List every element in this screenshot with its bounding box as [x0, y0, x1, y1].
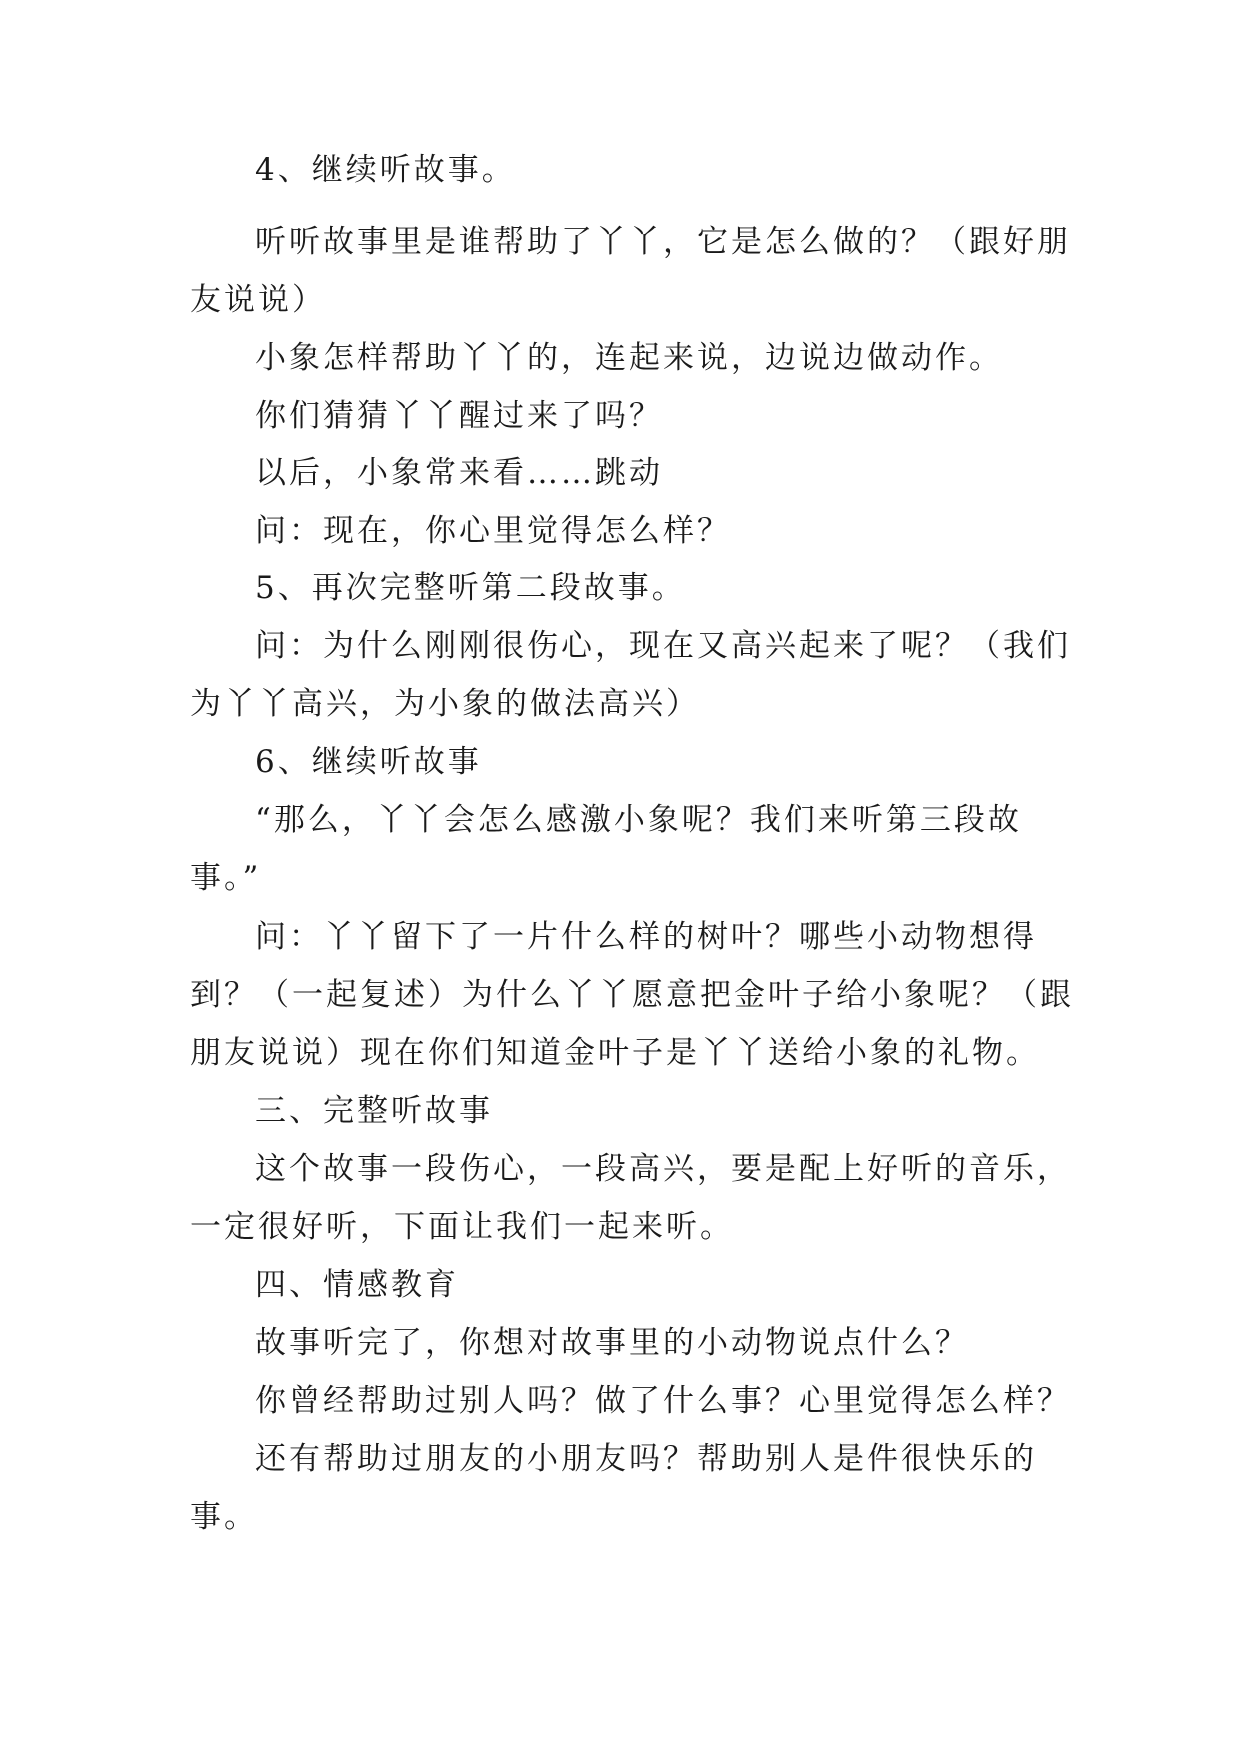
text-line: 问：现在，你心里觉得怎么样？	[255, 513, 731, 549]
text-line: 小象怎样帮助丫丫的，连起来说，边说边做动作。	[255, 340, 1003, 376]
text-line: 你们猜猜丫丫醒过来了吗？	[255, 398, 663, 434]
text-line: 事。	[190, 1499, 258, 1535]
text-line: 问：为什么刚刚很伤心，现在又高兴起来了呢？（我们	[255, 628, 1071, 664]
text-line: 朋友说说）现在你们知道金叶子是丫丫送给小象的礼物。	[190, 1035, 1040, 1071]
text-line: 6、继续听故事	[255, 744, 482, 780]
text-line: 到？（一起复述）为什么丫丫愿意把金叶子给小象呢？（跟	[190, 977, 1074, 1013]
text-line: 4、继续听故事。	[255, 152, 516, 188]
text-line: 问：丫丫留下了一片什么样的树叶？哪些小动物想得	[255, 919, 1037, 955]
text-line: 听听故事里是谁帮助了丫丫，它是怎么做的？（跟好朋	[255, 224, 1071, 260]
text-line: 故事听完了，你想对故事里的小动物说点什么？	[255, 1325, 969, 1361]
text-line: 四、情感教育	[255, 1267, 459, 1303]
text-line: 三、完整听故事	[255, 1093, 493, 1129]
text-line: “那么，丫丫会怎么感激小象呢？我们来听第三段故	[255, 802, 1022, 838]
text-line: 还有帮助过朋友的小朋友吗？帮助别人是件很快乐的	[255, 1441, 1037, 1477]
text-line: 友说说）	[190, 282, 326, 318]
text-line: 一定很好听，下面让我们一起来听。	[190, 1209, 734, 1245]
text-line: 你曾经帮助过别人吗？做了什么事？心里觉得怎么样？	[255, 1383, 1071, 1419]
text-line: 5、再次完整听第二段故事。	[255, 570, 686, 606]
text-line: 为丫丫高兴，为小象的做法高兴）	[190, 686, 700, 722]
text-line: 这个故事一段伤心，一段高兴，要是配上好听的音乐，	[255, 1151, 1071, 1187]
text-line: 事。”	[190, 860, 262, 896]
text-line: 以后，小象常来看……跳动	[255, 455, 663, 491]
